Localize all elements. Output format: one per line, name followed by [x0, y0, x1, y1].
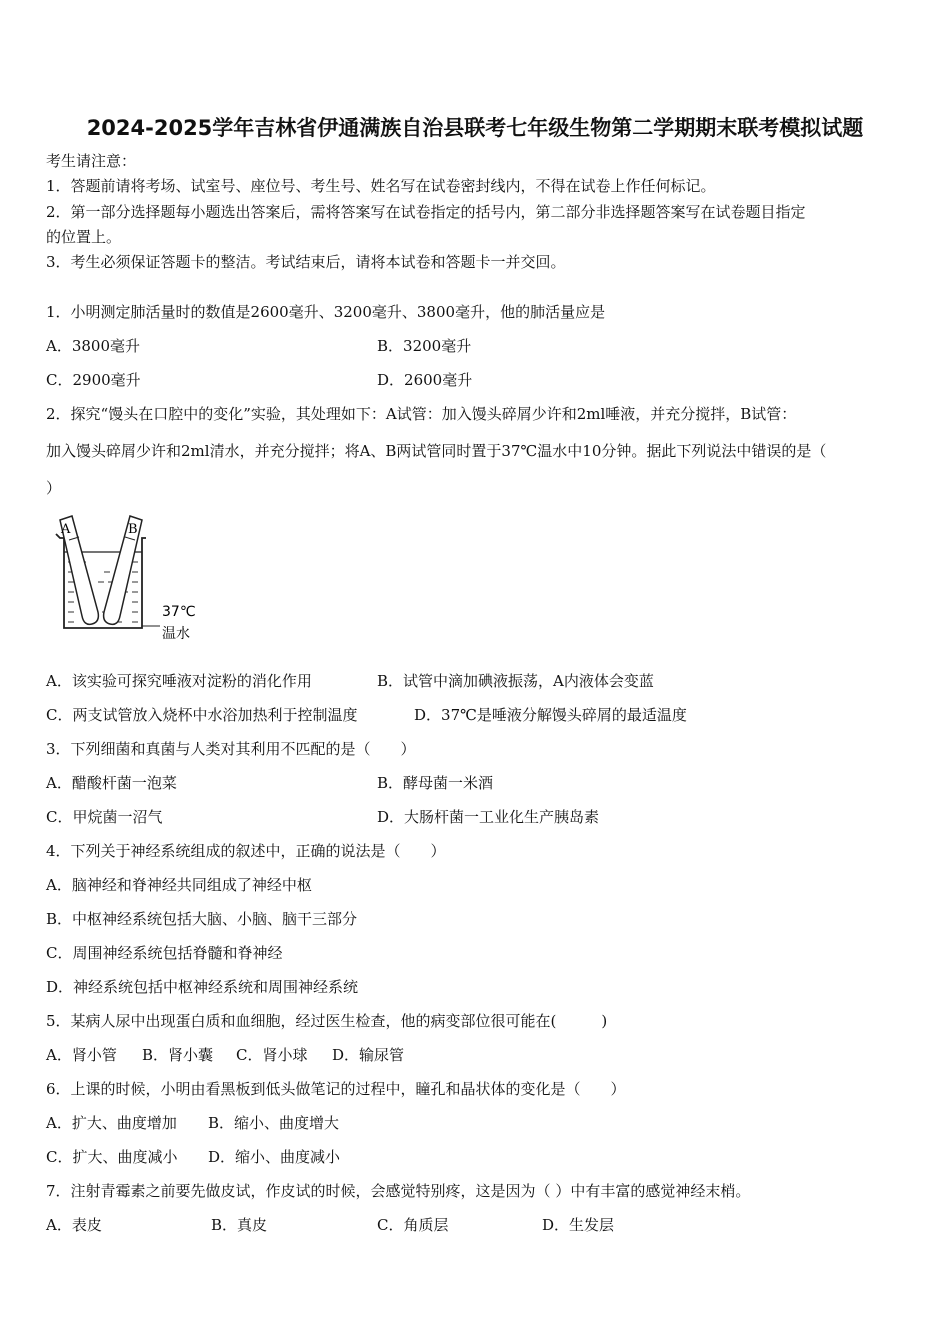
- q7-option-c: C．角质层: [377, 1216, 449, 1234]
- q3-option-d: D．大肠杆菌一工业化生产胰岛素: [377, 808, 600, 826]
- q2-option-b: B．试管中滴加碘液振荡，A内液体会变蓝: [377, 672, 654, 690]
- q7-option-b: B．真皮: [211, 1216, 268, 1234]
- notice-item-2: 2．第一部分选择题每小题选出答案后，需将答案写在试卷指定的括号内，第二部分非选择题答案写在试卷题目指定: [46, 203, 806, 221]
- notice-item-3: 3．考生必须保证答题卡的整洁。考试结束后，请将本试卷和答题卡一并交回。: [46, 253, 566, 271]
- q6-option-c: C．扩大、曲度减小: [46, 1148, 178, 1166]
- q2-option-c: C．两支试管放入烧杯中水浴加热利于控制温度: [46, 706, 358, 724]
- warm-water-label: 温水: [162, 626, 190, 642]
- q7-option-a: A．表皮: [46, 1216, 102, 1234]
- question-4-stem: 4．下列关于神经系统组成的叙述中，正确的说法是（ ）: [46, 842, 446, 860]
- beaker-diagram: [46, 512, 206, 652]
- q4-option-a: A．脑神经和脊神经共同组成了神经中枢: [46, 876, 312, 894]
- question-5-stem: 5．某病人尿中出现蛋白质和血细胞，经过医生检查，他的病变部位很可能在( ): [46, 1012, 608, 1030]
- question-3-stem: 3．下列细菌和真菌与人类对其利用不匹配的是（ ）: [46, 740, 416, 758]
- tube-a-label: A: [61, 522, 71, 537]
- question-1-stem: 1．小明测定肺活量时的数值是2600毫升、3200毫升、3800毫升，他的肺活量应是: [46, 303, 606, 321]
- question-2-stem-line-3: ）: [46, 479, 62, 497]
- q6-option-a: A．扩大、曲度增加: [46, 1114, 177, 1132]
- q4-option-c: C．周围神经系统包括脊髓和脊神经: [46, 944, 283, 962]
- q1-option-b: B．3200毫升: [377, 337, 472, 355]
- q5-option-c: C．肾小球: [236, 1046, 308, 1064]
- q1-option-a: A．3800毫升: [46, 337, 141, 355]
- q3-option-a: A．醋酸杆菌一泡菜: [46, 774, 177, 792]
- q4-option-b: B．中枢神经系统包括大脑、小脑、脑干三部分: [46, 910, 358, 928]
- notice-item-1: 1．答题前请将考场、试室号、座位号、考生号、姓名写在试卷密封线内，不得在试卷上作任何标记。: [46, 177, 716, 195]
- question-2-stem-line-1: 2．探究“馒头在口腔中的变化”实验，其处理如下：A试管：加入馒头碎屑少许和2ml唾液，并充分搅拌，B试管：: [46, 405, 797, 423]
- q5-option-d: D．输尿管: [332, 1046, 405, 1064]
- q3-option-c: C．甲烷菌一沼气: [46, 808, 163, 826]
- q2-option-d: D．37℃是唾液分解馒头碎屑的最适温度: [414, 706, 687, 724]
- q5-option-b: B．肾小囊: [142, 1046, 214, 1064]
- temperature-label: 37℃: [162, 604, 196, 620]
- q2-option-a: A．该实验可探究唾液对淀粉的消化作用: [46, 672, 312, 690]
- exam-title: 2024-2025学年吉林省伊通满族自治县联考七年级生物第二学期期末联考模拟试题: [86, 116, 864, 140]
- q7-option-d: D．生发层: [542, 1216, 615, 1234]
- q1-option-c: C．2900毫升: [46, 371, 141, 389]
- q3-option-b: B．酵母菌一米酒: [377, 774, 494, 792]
- question-6-stem: 6．上课的时候，小明由看黑板到低头做笔记的过程中，瞳孔和晶状体的变化是（ ）: [46, 1080, 626, 1098]
- question-7-stem: 7．注射青霉素之前要先做皮试，作皮试的时候，会感觉特别疼，这是因为（ ）中有丰富的感觉神经末梢。: [46, 1182, 751, 1200]
- tube-b-label: B: [128, 522, 138, 537]
- q6-option-b: B．缩小、曲度增大: [208, 1114, 340, 1132]
- q5-option-a: A．肾小管: [46, 1046, 117, 1064]
- q1-option-d: D．2600毫升: [377, 371, 473, 389]
- q4-option-d: D．神经系统包括中枢神经系统和周围神经系统: [46, 978, 359, 996]
- notice-item-2-cont: 的位置上。: [46, 228, 122, 246]
- notice-heading: 考生请注意：: [46, 152, 137, 170]
- question-2-stem-line-2: 加入馒头碎屑少许和2ml清水，并充分搅拌；将A、B两试管同时置于37℃温水中10分钟。据此下列说法中错误的是（: [46, 442, 827, 460]
- q6-option-d: D．缩小、曲度减小: [208, 1148, 341, 1166]
- beaker-figure: [46, 512, 206, 652]
